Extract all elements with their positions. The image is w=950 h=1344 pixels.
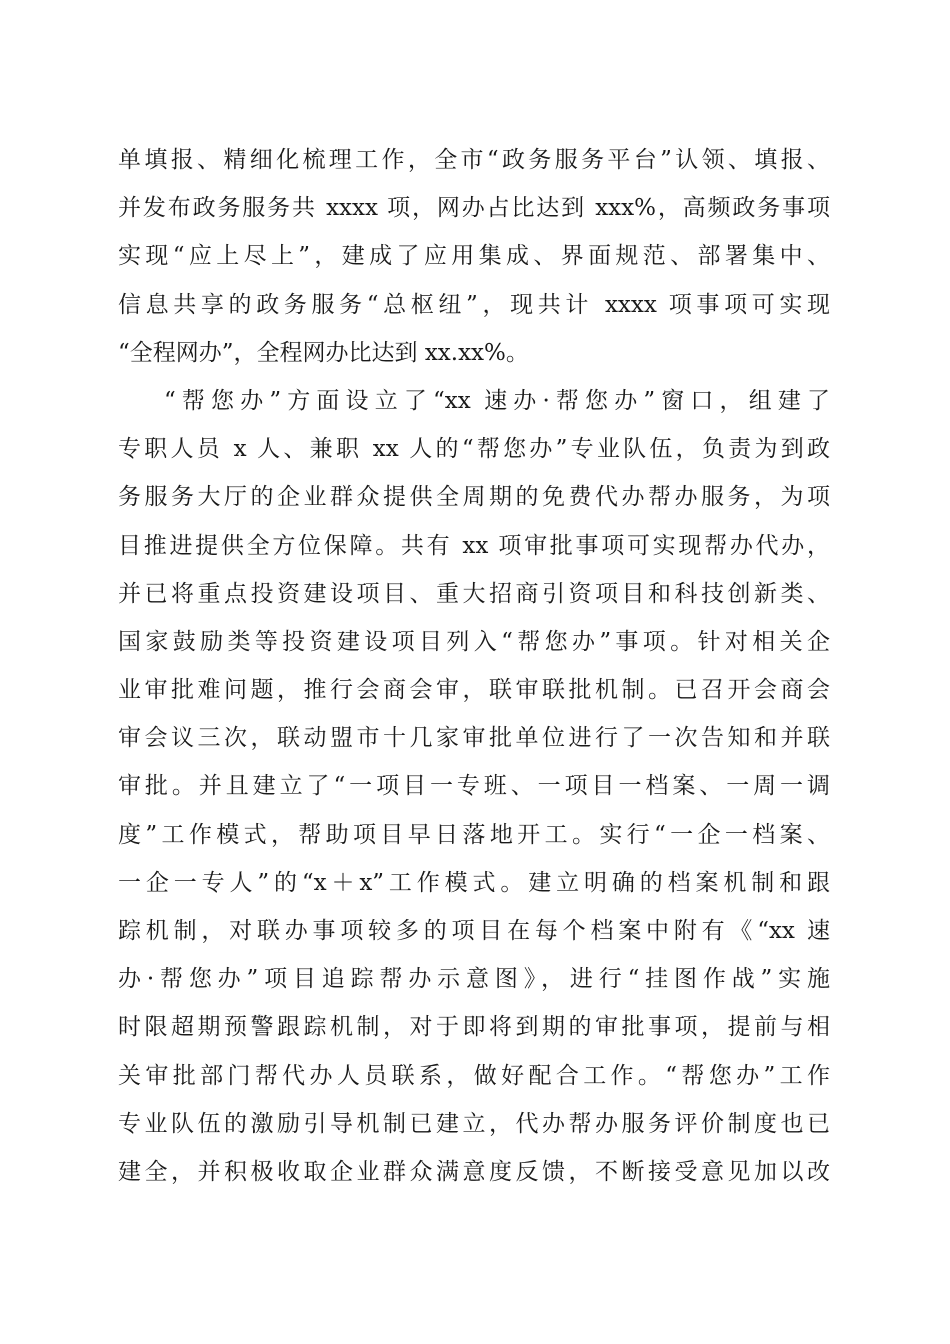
paragraph-2-line-12: 踪机制，对联办事项较多的项目在每个档案中附有《“xx 速 [118, 918, 830, 944]
paragraph-2-line-16: 专业队伍的激励引导机制已建立，代办帮办服务评价制度也已 [118, 1110, 830, 1137]
paragraph-2-line-8: 审会议三次，联动盟市十几家审批单位进行了一次告知和并联 [118, 725, 830, 752]
paragraph-2-line-3: 务服务大厅的企业群众提供全周期的免费代办帮办服务，为项 [118, 484, 830, 511]
paragraph-2-line-2: 专职人员 x 人、兼职 xx 人的“帮您办”专业队伍，负责为到政 [118, 436, 830, 463]
paragraph-2-line-5: 并已将重点投资建设项目、重大招商引资项目和科技创新类、 [118, 580, 830, 607]
paragraph-2-line-14: 时限超期预警跟踪机制，对于即将到期的审批事项，提前与相 [118, 1014, 830, 1041]
paragraph-1-line-1: 单填报、精细化梳理工作，全市“政务服务平台”认领、填报、 [118, 147, 830, 173]
paragraph-2-line-7: 业审批难问题，推行会商会审，联审联批机制。已召开会商会 [118, 677, 830, 704]
paragraph-2-line-15: 关审批部门帮代办人员联系，做好配合工作。“帮您办”工作 [118, 1062, 830, 1089]
paragraph-2-line-6: 国家鼓励类等投资建设项目列入“帮您办”事项。针对相关企 [118, 628, 830, 655]
paragraph-1-line-5: “全程网办”，全程网办比达到 xx.xx%。 [118, 339, 529, 366]
paragraph-2-line-10: 度”工作模式，帮助项目早日落地开工。实行“一企一档案、 [118, 821, 830, 848]
paragraph-1-line-3: 实现“应上尽上”，建成了应用集成、界面规范、部署集中、 [118, 243, 830, 270]
paragraph-2-line-11: 一企一专人”的“x＋x”工作模式。建立明确的档案机制和跟 [118, 869, 830, 896]
paragraph-2-line-17: 建全，并积极收取企业群众满意度反馈，不断接受意见加以改 [118, 1158, 830, 1185]
paragraph-2-line-13: 办·帮您办”项目追踪帮办示意图》，进行“挂图作战”实施 [118, 966, 830, 993]
paragraph-2-line-4: 目推进提供全方位保障。共有 xx 项审批事项可实现帮办代办， [118, 532, 830, 559]
document-body [118, 136, 830, 1196]
paragraph-1-line-2: 并发布政务服务共 xxxx 项，网办占比达到 xxx%，高频政务事项 [118, 195, 830, 222]
paragraph-2-line-9: 审批。并且建立了“一项目一专班、一项目一档案、一周一调 [118, 773, 830, 800]
paragraph-1-line-4: 信息共享的政务服务“总枢纽”，现共计 xxxx 项事项可实现 [118, 291, 830, 318]
paragraph-2-line-1: “帮您办”方面设立了“xx 速办·帮您办”窗口，组建了 [164, 387, 830, 414]
